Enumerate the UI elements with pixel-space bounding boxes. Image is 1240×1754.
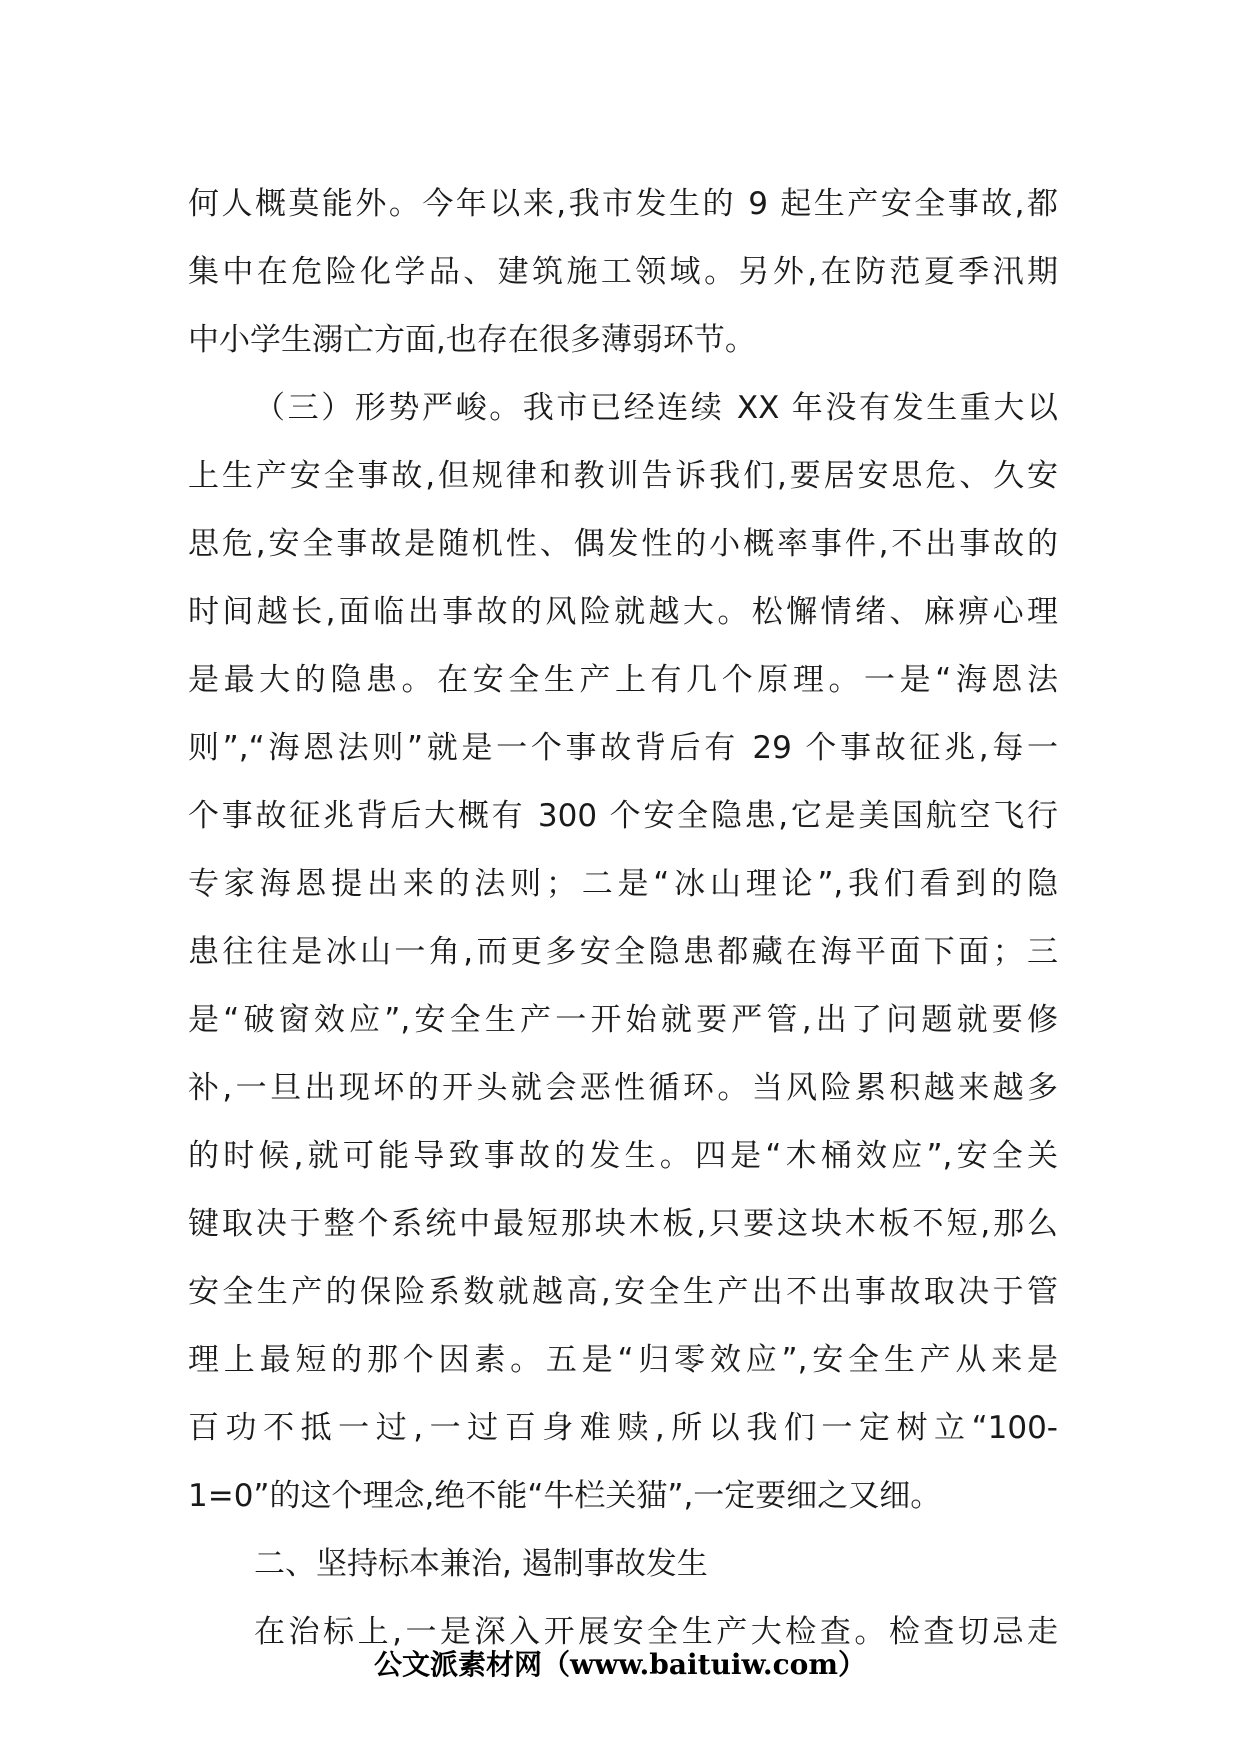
text-line: 理上最短的那个因素。五是“归零效应”,安全生产从来是: [188, 1342, 1058, 1378]
text-line: 思危,安全事故是随机性、偶发性的小概率事件,不出事故的: [188, 526, 1058, 562]
text-line: 安全生产的保险系数就越高,安全生产出不出事故取决于管: [188, 1274, 1058, 1310]
text-line: 是“破窗效应”,安全生产一开始就要严管,出了问题就要修: [188, 1002, 1058, 1038]
text-line: 中小学生溺亡方面,也存在很多薄弱环节。: [188, 322, 756, 358]
page-footer-watermark: 公文派素材网（www.baituiw.com）: [374, 1648, 866, 1681]
text-line: 上生产安全事故,但规律和教训告诉我们,要居安思危、久安: [188, 458, 1058, 494]
text-line: 1=0”的这个理念,绝不能“牛栏关猫”,一定要细之又细。: [188, 1478, 942, 1514]
text-line: 患往往是冰山一角,而更多安全隐患都藏在海平面下面；三: [188, 934, 1058, 970]
text-line: 的时候,就可能导致事故的发生。四是“木桶效应”,安全关: [188, 1138, 1058, 1174]
text-line: 键取决于整个系统中最短那块木板,只要这块木板不短,那么: [188, 1206, 1058, 1242]
section-heading: 二、坚持标本兼治, 遏制事故发生: [254, 1546, 708, 1582]
text-line: 个事故征兆背后大概有 300 个安全隐患,它是美国航空飞行: [188, 798, 1058, 834]
text-line: 时间越长,面临出事故的风险就越大。松懈情绪、麻痹心理: [188, 594, 1058, 630]
document-body: [188, 170, 1058, 1666]
text-line: 百功不抵一过,一过百身难赎,所以我们一定树立“100-: [188, 1410, 1058, 1446]
text-line: 集中在危险化学品、建筑施工领域。另外,在防范夏季汛期: [188, 254, 1058, 290]
section-heading-line: （三）形势严峻。我市已经连续 XX 年没有发生重大以: [254, 390, 1058, 426]
text-line: 补,一旦出现坏的开头就会恶性循环。当风险累积越来越多: [188, 1070, 1058, 1106]
text-line: 专家海恩提出来的法则；二是“冰山理论”,我们看到的隐: [188, 866, 1058, 902]
text-line: 何人概莫能外。今年以来,我市发生的 9 起生产安全事故,都: [188, 186, 1058, 222]
text-line: 是最大的隐患。在安全生产上有几个原理。一是“海恩法: [188, 662, 1058, 698]
text-line: 在治标上,一是深入开展安全生产大检查。检查切忌走: [254, 1614, 1058, 1650]
text-line: 则”,“海恩法则”就是一个事故背后有 29 个事故征兆,每一: [188, 730, 1058, 766]
